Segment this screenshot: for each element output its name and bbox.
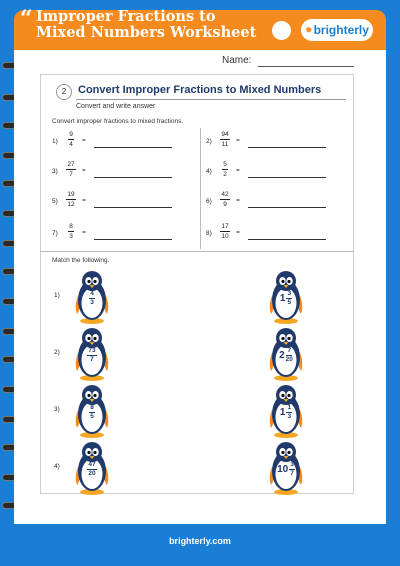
answer-line[interactable] [248,207,326,208]
sun-icon: ✹ [305,24,313,35]
equals-sign: = [236,137,240,144]
equals-sign: = [236,167,240,174]
logo-text: brighterly [313,23,369,37]
denominator: 11 [221,141,229,148]
numerator: 9 [69,131,73,138]
denominator: 7 [69,171,73,178]
match-row-number: 4) [54,463,60,470]
match-row-number: 3) [54,406,60,413]
denominator: 5 [287,299,292,306]
quote-icon: “ [20,6,33,32]
penguin-mixed-number[interactable] [266,384,306,438]
footer-url: brighterly.com [169,536,231,546]
fraction [286,347,293,364]
numerator: 8 [90,404,94,411]
answer-line[interactable] [94,147,172,148]
numerator: 4 [90,290,94,297]
numerator: 19 [67,191,75,198]
match-row-number: 1) [54,292,60,299]
penguin-mixed-number[interactable] [266,270,306,324]
problem-number: 7) [52,230,58,237]
improper-fraction [218,190,232,209]
instruction-text: Convert improper fractions to mixed fractions. [52,118,184,125]
column-divider [200,128,201,249]
penguin-improper-fraction[interactable] [72,441,112,495]
numerator: 17 [221,223,229,230]
penguin-value [266,461,306,478]
penguin-improper-fraction[interactable] [72,327,112,381]
numerator: 5 [223,161,227,168]
problem-number: 4) [206,168,212,175]
divider [76,99,346,100]
improper-fraction [64,160,78,179]
penguin-value [72,404,112,421]
whole-number: 1 [279,407,286,418]
answer-line[interactable] [248,147,326,148]
problem-number: 6) [206,198,212,205]
numerator: 7 [287,347,292,354]
answer-line[interactable] [248,239,326,240]
penguin-improper-fraction[interactable] [72,270,112,324]
numerator: 47 [88,461,96,468]
penguin-value [72,347,112,364]
answer-line[interactable] [248,177,326,178]
numerator: 3 [290,461,294,468]
improper-fraction [218,130,232,149]
improper-fraction [218,222,232,241]
brighterly-logo [301,19,373,41]
fraction [89,404,95,421]
fraction [87,347,96,364]
fraction [89,290,95,307]
penguin-value [266,290,306,307]
section-subtitle: Convert and write answer [76,103,156,110]
whole-number: 1 [279,293,286,304]
penguin-improper-fraction[interactable] [72,384,112,438]
equals-sign: = [82,137,86,144]
penguin-mixed-number[interactable] [266,327,306,381]
improper-fraction [64,130,78,149]
whole-number: 2 [279,350,285,361]
section-title: Convert Improper Fractions to Mixed Numbers [78,84,322,96]
header [0,0,400,54]
denominator: 3 [287,413,292,420]
answer-line[interactable] [94,239,172,240]
problem-number: 1) [52,138,58,145]
denominator: 3 [69,233,73,240]
answer-line[interactable] [94,207,172,208]
numerator: 27 [67,161,75,168]
equals-sign: = [82,167,86,174]
fraction [286,290,292,307]
denominator: 7 [290,470,294,477]
answer-line[interactable] [94,177,172,178]
section-divider [40,251,354,252]
name-label: Name: [222,55,252,66]
penguin-value [266,347,306,364]
penguin-value [266,404,306,421]
equals-sign: = [236,229,240,236]
equals-sign: = [82,229,86,236]
denominator: 20 [285,356,293,363]
denominator: 5 [90,413,94,420]
improper-fraction [64,190,78,209]
denominator: 10 [221,233,229,240]
fraction [289,461,295,478]
problem-number: 2) [206,138,212,145]
denominator: 2 [223,171,227,178]
improper-fraction [218,160,232,179]
denominator: 9 [223,201,227,208]
numerator: 42 [221,191,229,198]
problem-number: 5) [52,198,58,205]
denominator: 3 [90,299,94,306]
problem-number: 8) [206,230,212,237]
penguin-mixed-number[interactable] [266,441,306,495]
fraction [87,461,96,478]
denominator: 20 [88,470,96,477]
section-number: 2 [56,84,72,100]
equals-sign: = [82,197,86,204]
denominator: 12 [67,201,75,208]
numerator: 94 [221,131,229,138]
improper-fraction [64,222,78,241]
circle-decoration [272,21,291,40]
denominator: 7 [90,356,94,363]
penguin-value [72,290,112,307]
numerator: 3 [287,290,292,297]
match-row-number: 2) [54,349,60,356]
whole-number: 10 [277,464,289,475]
name-field-line[interactable] [258,66,354,67]
denominator: 4 [69,141,73,148]
equals-sign: = [236,197,240,204]
penguin-value [72,461,112,478]
problem-number: 3) [52,168,58,175]
fraction [286,404,292,421]
match-label: Match the following. [52,257,110,264]
numerator: 73 [88,347,96,354]
worksheet-title: Improper Fractions to Mixed Numbers Worksheet [36,8,257,41]
numerator: 1 [287,404,292,411]
numerator: 8 [69,223,73,230]
